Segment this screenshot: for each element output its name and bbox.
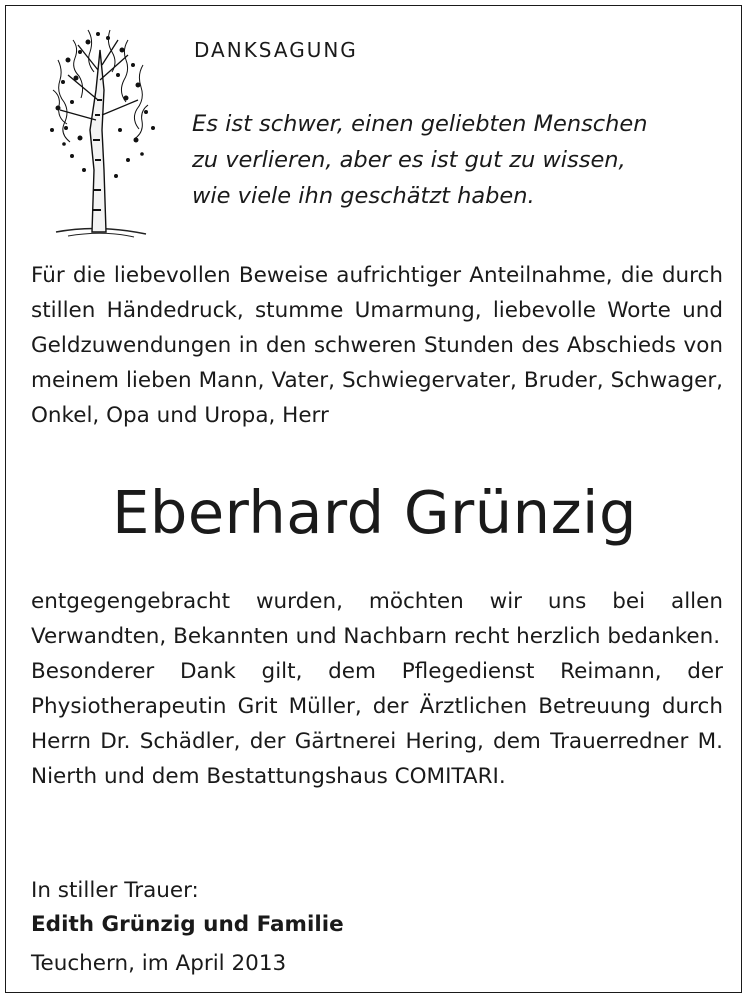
obituary-notice [5,5,742,993]
thanks-paragraphs [31,584,723,794]
consolation-quote [192,106,648,214]
quote-line: zu verlieren, aber es ist gut zu wissen, [192,147,626,173]
quote-line: Es ist schwer, einen geliebten Menschen [192,111,648,137]
quote-line: wie viele ihn geschätzt haben. [192,183,535,209]
thanks-paragraph-special: Besonderer Dank gilt, dem Pflegedienst Reimann, der Physiotherapeutin Grit Müller, der Ärztlichen Betreuung durch Herrn Dr. Schädler, der Gärtnerei Hering, dem Trauerredner M. Nierth und dem Bestattungshaus COMITARI. [31,659,723,789]
heading-danksagung: DANKSAGUNG [194,38,358,62]
deceased-name: Eberhard Grünzig [112,478,637,547]
closing-block [31,874,344,942]
thanks-paragraph-intro: Für die liebevollen Beweise aufrichtiger Anteilnahme, die durch stillen Händedruck, stumme Umarmung, liebevolle Worte und Geldzuwendungen in den schweren Stunden des Abschieds von meinem lieben Mann, Vater, Schwiegervater, Bruder, Schwager, Onkel, Opa und Uropa, Herr [31,263,723,428]
thanks-paragraph-relatives: entgegengebracht wurden, möchten wir uns bei allen Verwandten, Bekannten und Nachbarn recht herzlich bedanken. [31,589,723,649]
birch-tree-icon [38,20,164,246]
place-and-date: Teuchern, im April 2013 [31,951,287,976]
mourning-line: In stiller Trauer: [31,878,199,903]
family-signature: Edith Grünzig und Familie [31,912,344,937]
